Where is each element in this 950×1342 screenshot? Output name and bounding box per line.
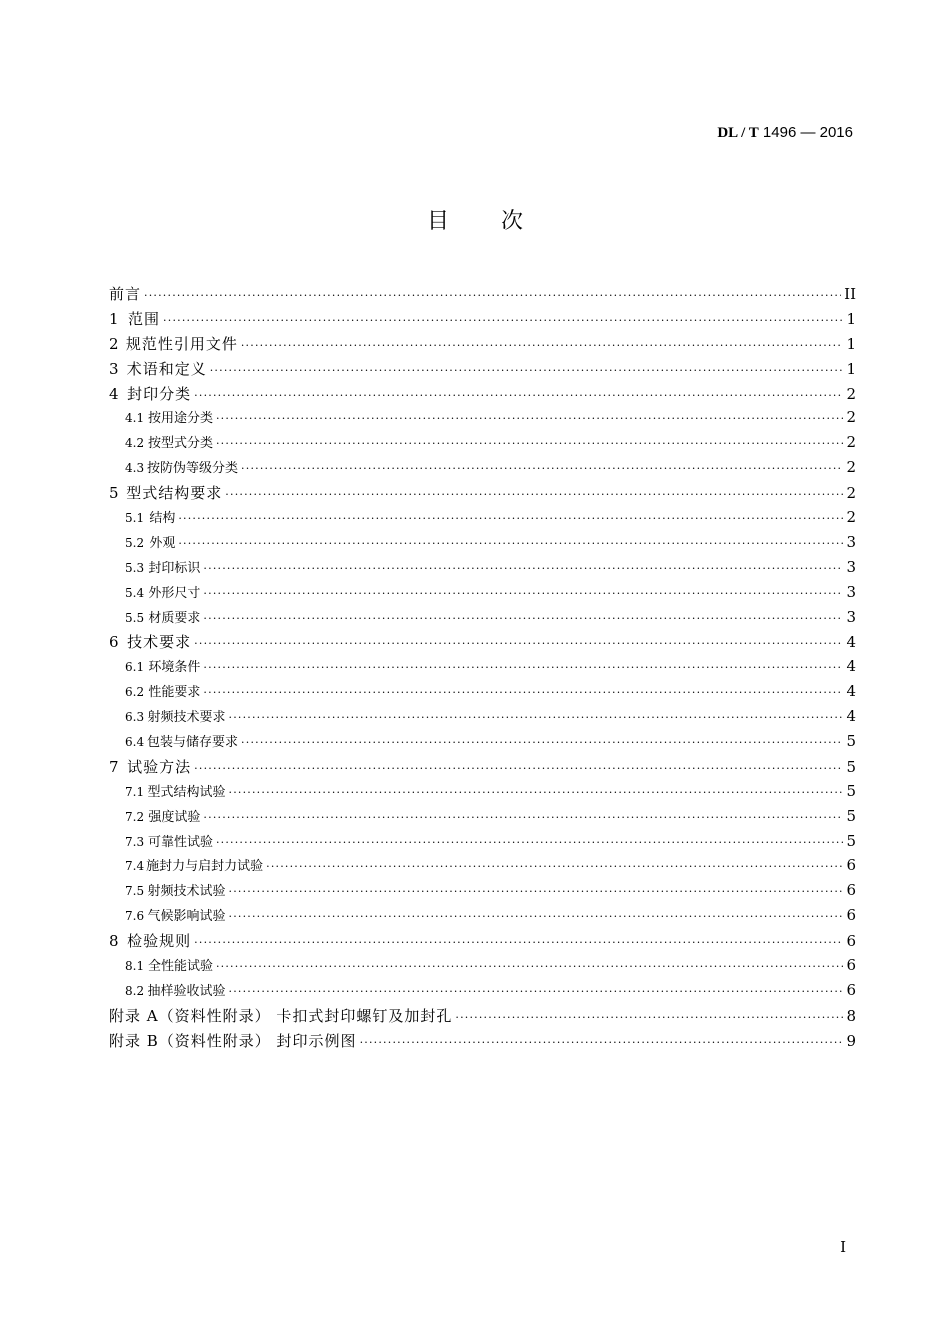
toc-entry-label: 包装与储存要求 [147, 735, 239, 751]
toc-entry-page: 3 [846, 582, 856, 601]
toc-entry-label: 气候影响试验 [147, 909, 226, 925]
toc-leader-dots [216, 960, 844, 973]
toc-entry[interactable] [109, 905, 856, 930]
toc-entry-label: 施封力与启封力试验 [146, 859, 264, 875]
toc-entry-number: 8.1 [125, 959, 145, 974]
toc-entry-page: 4 [846, 707, 856, 726]
toc-entry-number: 6.1 [125, 660, 145, 675]
toc-leader-dots [178, 537, 843, 550]
page-title: 目次 [426, 209, 575, 234]
toc-entry[interactable] [109, 507, 856, 532]
toc-entry-number: 5.3 [125, 560, 145, 575]
toc-entry-label: 性能要求 [148, 685, 201, 701]
toc-entry[interactable] [109, 656, 856, 681]
toc-entry-label: 抽样验收试验 [147, 983, 226, 999]
toc-entry-page: 4 [846, 633, 856, 652]
toc-entry-page: 2 [846, 508, 856, 527]
toc-entry-number: 1 [109, 309, 119, 328]
toc-entry[interactable] [109, 955, 856, 980]
toc-entry[interactable] [109, 432, 856, 457]
toc-entry-label: 按型式分类 [147, 436, 213, 452]
standard-code [717, 124, 853, 142]
toc-leader-dots [203, 587, 843, 600]
toc-leader-dots [216, 836, 844, 849]
toc-entry-label: 结构 [149, 511, 176, 527]
toc-entry-page: II [844, 285, 856, 303]
standard-code-prefix: DL / T [717, 125, 759, 141]
toc-entry-page: 3 [846, 607, 856, 626]
toc-leader-dots [203, 612, 843, 625]
toc-entry[interactable] [109, 308, 856, 333]
toc-entry-number: 3 [109, 359, 119, 378]
toc-entry-number: 8 [109, 932, 119, 951]
toc-leader-dots [144, 289, 841, 302]
toc-entry-number: 7.4 [125, 859, 145, 874]
toc-entry-label: 试验方法 [127, 757, 192, 776]
toc-entry-label: 型式结构试验 [147, 784, 226, 800]
toc-entry-page: 4 [846, 657, 856, 676]
toc-entry-label: 材质要求 [148, 610, 201, 626]
toc-entry-label: 封印分类 [127, 384, 192, 403]
toc-entry-number: 8.2 [125, 983, 145, 998]
toc-leader-dots [229, 786, 844, 799]
toc-leader-dots [229, 985, 844, 998]
toc-entry[interactable] [109, 756, 856, 781]
toc-entry[interactable] [109, 358, 856, 383]
toc-entry[interactable] [109, 731, 856, 756]
toc-entry-number: 5.1 [125, 511, 145, 526]
toc-entry-number: 7.6 [125, 909, 145, 924]
toc-entry-number: 4.3 [125, 461, 145, 476]
toc-entry-number: 4.2 [125, 436, 145, 451]
toc-entry-page: 5 [846, 781, 856, 800]
toc-leader-dots [225, 488, 843, 501]
toc-entry-label: 全性能试验 [147, 959, 213, 975]
toc-leader-dots [178, 512, 843, 525]
toc-leader-dots [241, 339, 844, 352]
toc-entry[interactable] [109, 532, 856, 557]
toc-entry[interactable] [109, 806, 856, 831]
toc-leader-dots [210, 364, 844, 377]
toc-entry-number: 7.1 [125, 784, 145, 799]
toc-entry-page: 6 [846, 932, 856, 951]
toc-entry-number: 6.4 [125, 735, 145, 750]
toc-entry[interactable] [109, 557, 856, 582]
toc-entry-page: 2 [846, 433, 856, 452]
toc-entry-label: 外形尺寸 [148, 585, 201, 601]
toc-entry-number: 2 [109, 334, 119, 353]
toc-leader-dots [455, 1011, 843, 1024]
toc-entry-label: 范围 [128, 309, 161, 328]
toc-entry-number: 4.1 [125, 411, 145, 426]
toc-entry[interactable] [109, 781, 856, 806]
toc-entry[interactable] [109, 457, 856, 482]
toc-entry[interactable] [109, 383, 856, 408]
toc-entry-number: 7.2 [125, 809, 145, 824]
toc-entry-page: 8 [846, 1006, 856, 1025]
toc-entry[interactable] [109, 706, 856, 731]
toc-entry-label: 环境条件 [148, 660, 201, 676]
toc-entry-label: 附录 A（资料性附录） 卡扣式封印螺钉及加封孔 [109, 1006, 453, 1025]
toc-entry[interactable] [109, 333, 856, 358]
toc-entry-page: 3 [846, 557, 856, 576]
table-of-contents [109, 283, 856, 1055]
toc-leader-dots [203, 661, 843, 674]
toc-entry[interactable] [109, 283, 856, 308]
toc-entry[interactable] [109, 607, 856, 632]
toc-entry[interactable] [109, 482, 856, 507]
toc-entry-page: 1 [846, 309, 856, 328]
toc-entry-label: 射频技术试验 [147, 884, 226, 900]
toc-entry[interactable] [109, 407, 856, 432]
toc-leader-dots [203, 811, 843, 824]
toc-entry-page: 6 [846, 856, 856, 875]
toc-entry-page: 5 [846, 831, 856, 850]
toc-entry-label: 可靠性试验 [147, 834, 213, 850]
toc-entry-number: 6 [109, 633, 119, 652]
toc-leader-dots [229, 885, 844, 898]
toc-leader-dots [194, 389, 843, 402]
toc-leader-dots [229, 711, 844, 724]
standard-code-number: 1496 — 2016 [762, 124, 853, 141]
toc-entry-label: 外观 [149, 535, 176, 551]
toc-leader-dots [203, 686, 843, 699]
toc-entry-page: 2 [846, 408, 856, 427]
toc-leader-dots [241, 736, 843, 749]
toc-entry-page: 6 [846, 956, 856, 975]
toc-entry-page: 6 [846, 906, 856, 925]
toc-entry-number: 5.2 [125, 535, 145, 550]
toc-entry[interactable] [109, 1030, 856, 1055]
toc-entry-label: 术语和定义 [126, 359, 207, 378]
toc-entry-number: 7 [109, 757, 119, 776]
toc-entry[interactable] [109, 980, 856, 1005]
toc-leader-dots [360, 1036, 844, 1049]
toc-entry-number: 6.3 [125, 710, 145, 725]
toc-entry-page: 6 [846, 881, 856, 900]
toc-leader-dots [266, 860, 843, 873]
toc-leader-dots [194, 637, 843, 650]
toc-leader-dots [194, 762, 843, 775]
toc-entry[interactable] [109, 855, 856, 880]
toc-entry-number: 5.4 [125, 585, 145, 600]
toc-leader-dots [229, 910, 844, 923]
toc-entry-label: 规范性引用文件 [125, 334, 238, 353]
toc-entry[interactable] [109, 831, 856, 856]
toc-entry-number: 6.2 [125, 685, 145, 700]
toc-entry-page: 9 [846, 1031, 856, 1050]
toc-entry-page: 2 [846, 484, 856, 503]
toc-entry-number: 4 [109, 384, 119, 403]
toc-entry[interactable] [109, 631, 856, 656]
toc-leader-dots [241, 462, 843, 475]
toc-entry-label: 检验规则 [127, 932, 192, 951]
toc-leader-dots [216, 412, 844, 425]
toc-entry-label: 按用途分类 [147, 411, 213, 427]
toc-entry-page: 1 [846, 334, 856, 353]
footer-page-number: I [840, 1238, 846, 1256]
toc-entry-number: 5 [109, 484, 119, 503]
toc-entry-page: 5 [846, 732, 856, 751]
toc-entry-page: 2 [846, 384, 856, 403]
toc-entry-label: 附录 B（资料性附录） 封印示例图 [109, 1031, 357, 1050]
toc-entry-label: 前言 [109, 285, 142, 303]
toc-entry[interactable] [109, 681, 856, 706]
toc-entry[interactable] [109, 582, 856, 607]
toc-entry-number: 5.5 [125, 610, 145, 625]
toc-entry-label: 按防伪等级分类 [147, 461, 239, 477]
toc-leader-dots [163, 314, 843, 327]
toc-entry[interactable] [109, 930, 856, 955]
toc-entry-label: 封印标识 [148, 560, 201, 576]
toc-entry-number: 7.3 [125, 834, 145, 849]
toc-entry[interactable] [109, 880, 856, 905]
toc-entry-label: 型式结构要求 [126, 484, 223, 503]
toc-entry-label: 强度试验 [148, 809, 201, 825]
toc-entry-page: 2 [846, 458, 856, 477]
toc-entry-page: 4 [846, 682, 856, 701]
toc-entry-label: 技术要求 [127, 633, 192, 652]
toc-entry[interactable] [109, 1005, 856, 1030]
toc-entry-page: 6 [846, 980, 856, 999]
toc-entry-page: 5 [846, 806, 856, 825]
toc-entry-page: 3 [846, 532, 856, 551]
toc-leader-dots [203, 562, 843, 575]
toc-leader-dots [194, 936, 843, 949]
toc-entry-number: 7.5 [125, 884, 145, 899]
toc-entry-label: 射频技术要求 [147, 710, 226, 726]
toc-entry-page: 1 [846, 359, 856, 378]
toc-leader-dots [216, 437, 844, 450]
toc-entry-page: 5 [846, 757, 856, 776]
